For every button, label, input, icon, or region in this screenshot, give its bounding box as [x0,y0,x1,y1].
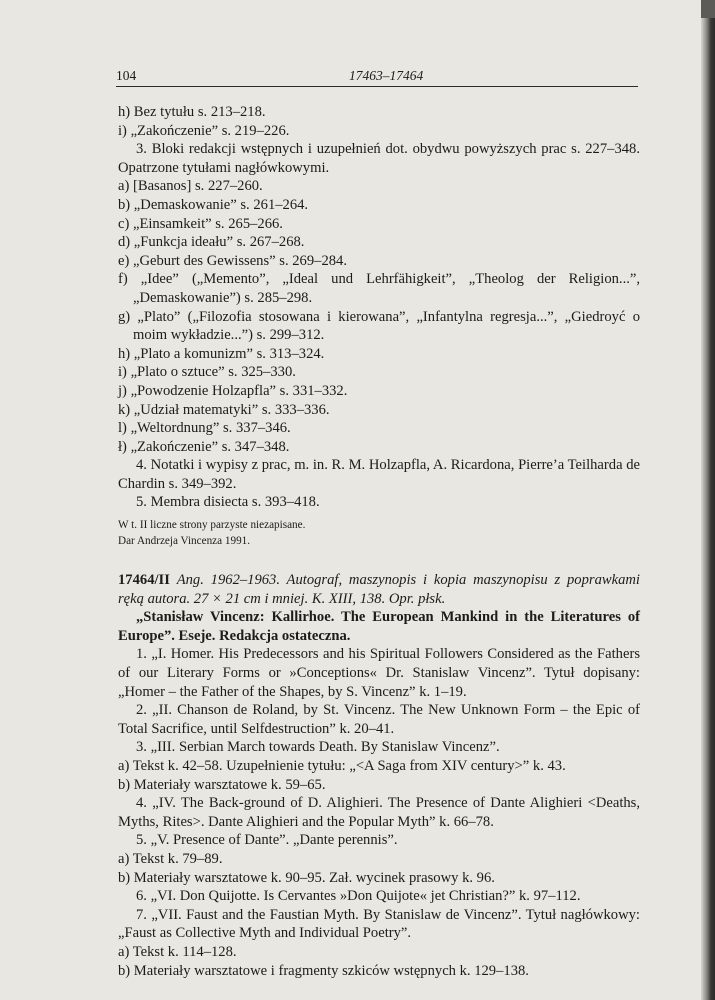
list-item: j) „Powodzenie Holzapfla” s. 331–332. [118,382,348,399]
list-item: c) „Einsamkeit” s. 265–266. [118,215,283,232]
list-item: b) Materiały warsztatowe k. 90–95. Zał. wycinek prasowy k. 96. [118,869,495,886]
list-item: 4. Notatki i wypisy z prac, m. in. R. M. Holzapfla, A. Ricardona, Pierre’a Teilharda de Chardin s. 349–392. [118,457,640,492]
list-item: a) [Basanos] s. 227–260. [118,178,263,195]
list-item: l) „Weltordnung” s. 337–346. [118,420,291,437]
list-item: g) „Plato” („Filozofia stosowana i kierowana”, „Infantylna regresja...”, „Giedroyć o moim wykładzie...”) s. 299–312. [118,308,640,344]
entry-17463-continuation [118,103,640,512]
list-item: f) „Idee” („Memento”, „Ideal und Lehrfähigkeit”, „Theolog der Religion...”, „Demaskowanie”) s. 285–298. [118,271,640,306]
list-item: a) Tekst k. 79–89. [118,850,223,867]
entry-17464-II [118,571,640,980]
list-item: d) „Funkcja ideału” s. 267–268. [118,234,305,251]
entry-gap [118,549,640,571]
list-item: 5. Membra disiecta s. 393–418. [136,494,320,511]
list-item: 5. „V. Presence of Dante”. „Dante perennis”. [136,832,398,849]
list-item: 6. „VI. Don Quijotte. Is Cervantes »Don Quijote« jet Christian?” k. 97–112. [136,888,581,905]
list-item: 4. „IV. The Back-ground of D. Alighieri. The Presence of Dante Alighieri <Deaths, Myths, Rites>. Dante Alighieri and the Popular Myth” k. 66–78. [118,795,640,830]
entry-title: „Stanisław Vincenz: Kallirhoe. The European Mankind in the Literatures of Europe”. Eseje. Redakcja ostateczna. [118,609,640,644]
list-item: 1. „I. Homer. His Predecessors and his Spiritual Followers Considered as the Fathers of our Literary Forms or »Conceptions« Dr. Stanislaw Vincenz”. Tytuł dopisany: „Homer – the Father of the Shapes, by S. Vincenz” k. 1–19. [118,646,640,700]
list-item: i) „Plato o sztuce” s. 325–330. [118,364,296,381]
list-item: 3. Bloki redakcji wstępnych i uzupełnień dot. obydwu powyższych prac s. 227–348. Opatrzone tytułami nagłówkowymi. [118,141,640,176]
list-item: ł) „Zakończenie” s. 347–348. [118,438,290,455]
list-item: 2. „II. Chanson de Roland, by St. Vincenz. The New Unknown Form – the Epic of Total Sacrifice, until Selfdestruction” k. 20–41. [118,702,640,737]
provenance-notes [118,517,640,549]
scan-edge [701,0,715,1000]
page-number: 104 [116,68,137,83]
running-header [116,66,638,87]
entry-head [118,571,640,608]
running-title: 17463–17464 [349,68,424,83]
note-line: W t. II liczne strony parzyste niezapisane. [118,519,306,532]
list-item: 3. „III. Serbian March towards Death. By Stanislaw Vincenz”. [136,739,500,756]
list-item: i) „Zakończenie” s. 219–226. [118,122,290,139]
list-item: b) Materiały warsztatowe i fragmenty szkiców wstępnych k. 129–138. [118,962,529,979]
list-item: b) Materiały warsztatowe k. 59–65. [118,776,326,793]
list-item: 7. „VII. Faust and the Faustian Myth. By Stanislaw de Vincenz”. Tytuł nagłówkowy: „Faust as Collective Myth and Individual Poetry”. [118,906,640,942]
entry-contents [118,645,640,980]
list-item: a) Tekst k. 42–58. Uzupełnienie tytułu: „<A Saga from XIV century>” k. 43. [118,758,566,774]
list-item: a) Tekst k. 114–128. [118,943,237,960]
entry-number: 17464/II [118,572,170,589]
list-item: h) Bez tytułu s. 213–218. [118,104,266,120]
entry-description: Ang. 1962–1963. Autograf, maszynopis i kopia maszynopisu z poprawkami ręką autora. 27 × 21 cm i mniej. K. XIII, 138. Opr. płsk. [118,572,640,607]
list-item: b) „Demaskowanie” s. 261–264. [118,196,309,213]
note-line: Dar Andrzeja Vincenza 1991. [118,535,251,548]
list-item: h) „Plato a komunizm” s. 313–324. [118,345,325,362]
list-item: e) „Geburt des Gewissens” s. 269–284. [118,252,347,269]
page-body [118,103,640,980]
list-item: k) „Udział matematyki” s. 333–336. [118,401,330,418]
scan-notch [701,0,715,18]
